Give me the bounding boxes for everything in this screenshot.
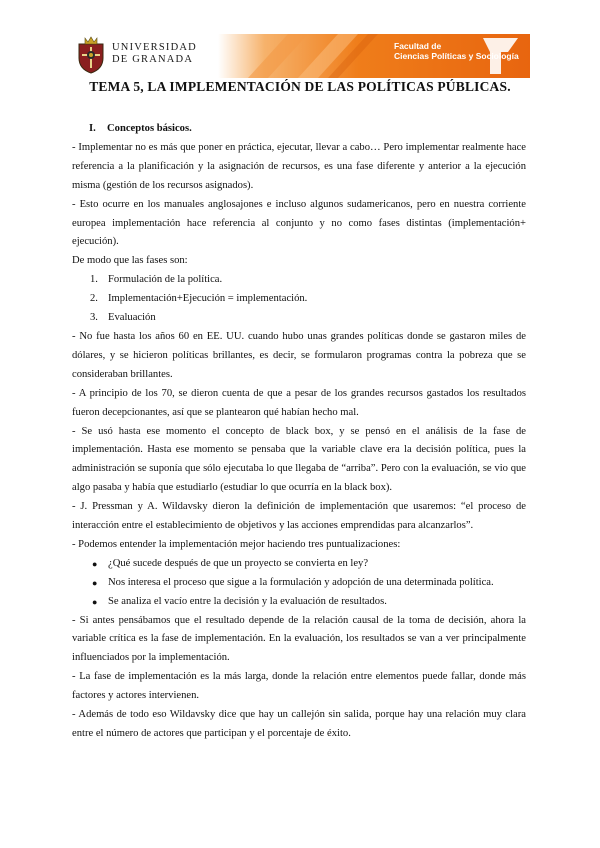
paragraph: - Se usó hasta ese momento el concepto de black box, y se pensó en el análisis de la fase de implementación. Hasta ese momento se pensaba que la variable clave era la decisión política, pues la administración se suponía que sólo ejecutaba lo que llegaba de “arriba”. Pero con la evaluación, se vio que algo pasaba y había que estudiarlo (estudiar lo que ocurría en la black box).: [72, 425, 526, 494]
list-item: [72, 574, 526, 593]
paragraph: - Esto ocurre en los manuales anglosajones e incluso algunos sudamericanos, pero en nuestra corriente europea implementación hace referencia al conjunto y no como fases distintas (implementación+ ejecución).: [72, 198, 526, 248]
paragraph: - Implementar no es más que poner en práctica, ejecutar, llevar a cabo… Pero implementar realmente hace referencia a la planificación y la asignación de recursos, es una fase diferente y anterior a la ejecución misma (gestión de los recursos asignados).: [72, 141, 526, 191]
list-item: [72, 593, 526, 612]
list-item-text: Se analiza el vacío entre la decisión y la evaluación de resultados.: [108, 595, 387, 607]
document-body: [72, 120, 526, 744]
faculty-banner: [218, 34, 530, 78]
paragraph: - J. Pressman y A. Wildavsky dieron la definición de implementación que usaremos: “el proceso de interacción entre el establecimiento de objetivos y las acciones emprendidas para alcanzarlos”.: [72, 501, 526, 532]
university-crest-icon: [76, 36, 106, 74]
paragraph: - A principio de los 70, se dieron cuenta de que a pesar de los grandes recursos gastados los resultados fueron decepcionantes, así que se plantearon qué habían hecho mal.: [72, 387, 526, 418]
page-header: [0, 0, 600, 90]
list-item-text: ¿Qué sucede después de que un proyecto se convierta en ley?: [108, 557, 369, 569]
paragraph: - Si antes pensábamos que el resultado depende de la relación causal de la toma de decisión, ahora la variable crítica es la fase de implementación. En la evaluación, los resultados se van a ver principalmente influenciados por la implementación.: [72, 614, 526, 664]
list-item: [72, 555, 526, 574]
bullet-icon: ●: [92, 596, 98, 607]
list-marker: 3.: [90, 312, 98, 324]
paragraph: - No fue hasta los años 60 en EE. UU. cuando hubo unas grandes políticas donde se gastaron miles de dólares, y se hicieron políticas brillantes, es decir, se formularon programas contra la pobreza que se consideraban brillantes.: [72, 330, 526, 380]
list-item: [72, 309, 526, 328]
paragraph: - Podemos entender la implementación mejor haciendo tres puntualizaciones:: [72, 538, 401, 550]
section-number: I.: [89, 123, 96, 134]
paragraph: - Además de todo eso Wildavsky dice que hay un callejón sin salida, porque hay una relación muy clara entre el número de actores que participan y el porcentaje de éxito.: [72, 709, 526, 739]
section-heading: [72, 120, 526, 139]
points-list: [72, 555, 526, 612]
university-logo: [76, 36, 226, 76]
university-name-line1: UNIVERSIDAD: [112, 42, 197, 53]
list-marker: 2.: [90, 293, 98, 305]
university-name-line2: DE GRANADA: [112, 54, 194, 65]
list-item-text: Nos interesa el proceso que sigue a la formulación y adopción de una determinada política.: [108, 576, 494, 588]
bullet-icon: ●: [92, 558, 98, 569]
list-item-text: Implementación+Ejecución = implementación.: [108, 293, 308, 305]
list-item-text: Formulación de la política.: [108, 274, 223, 286]
list-item: [72, 271, 526, 290]
list-marker: 1.: [90, 274, 98, 286]
list-item: [72, 290, 526, 309]
list-item-text: Evaluación: [108, 312, 156, 324]
page-title: TEMA 5, LA IMPLEMENTACIÓN DE LAS POLÍTICAS PÚBLICAS.: [89, 79, 511, 94]
section-heading-text: Conceptos básicos.: [107, 123, 192, 134]
phases-list: [72, 271, 526, 328]
faculty-name-line2: Ciencias Políticas y Sociología: [394, 50, 519, 61]
paragraph: - La fase de implementación es la más larga, donde la relación entre elementos puede fallar, donde más factores y actores intervienen.: [72, 671, 526, 702]
faculty-name-line1: Facultad de: [394, 41, 442, 51]
paragraph: De modo que las fases son:: [72, 255, 188, 267]
bullet-icon: ●: [92, 577, 98, 588]
